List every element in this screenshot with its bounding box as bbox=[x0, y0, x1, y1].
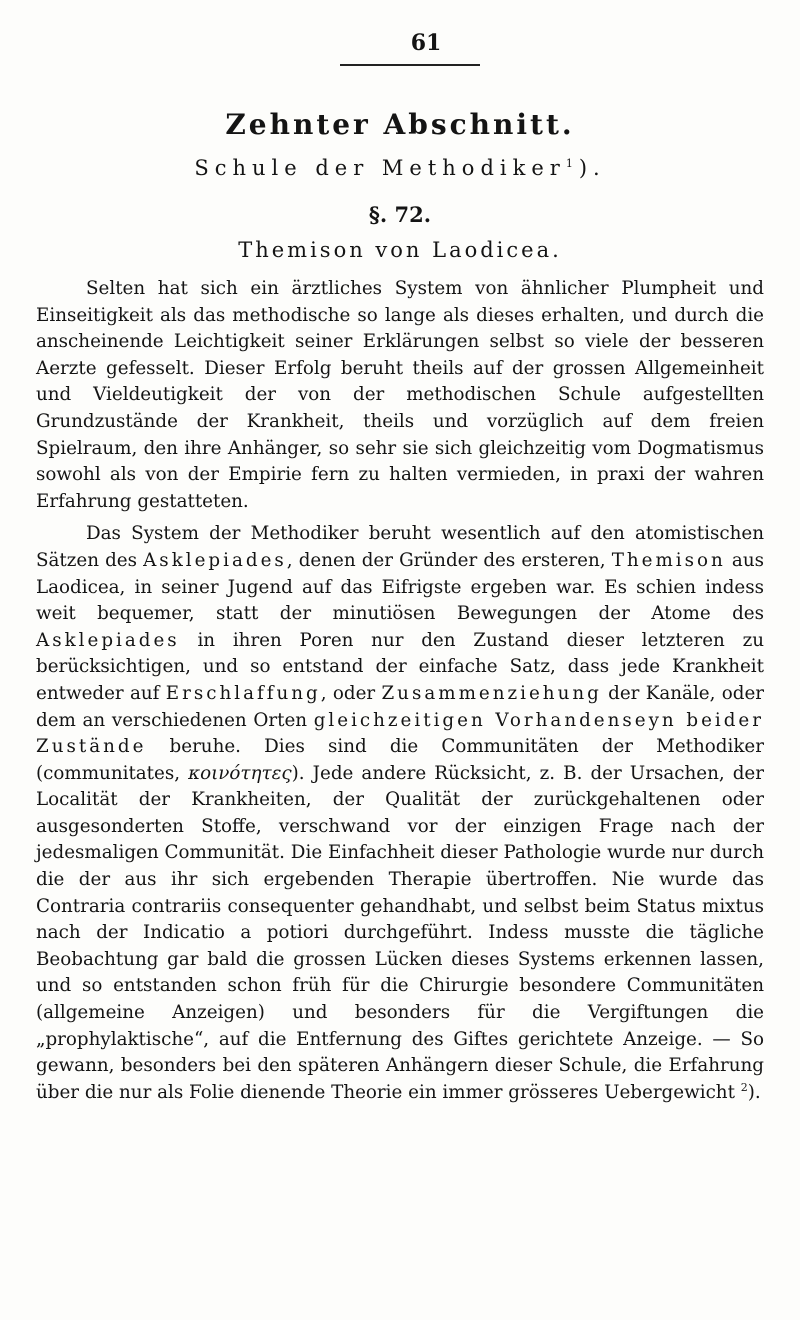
book-page bbox=[36, 30, 764, 1290]
paragraph-2-text: ). Jede andere Rücksicht, z. B. der Ursachen, der Localität der Krankheiten, der Qualität der zurückgehaltenen oder ausgesonderten Stoffe, verschwand vor der einzigen Frage nach der jedesmaligen Communität. Die Einfachheit dieser Pathologie wurde nur durch die der aus ihr sich ergebenden Therapie übertroffen. Nie wurde das Contraria contrariis consequenter gehandhabt, und selbst beim Status mixtus nach der Indicatio a potiori durchgeführt. Indess musste die tägliche Beobachtung gar bald die grossen Lücken dieses Systems erkennen lassen, und so entstanden schon früh für die Chirurgie besondere Communitäten (allgemeine Anzeigen) und besonders für die Vergiftungen die „prophylaktische“, auf die Entfernung des Giftes gerichtete Anzeige. — So gewann, besonders bei den späteren Anhängern dieser Schule, die Erfahrung über die nur als Folie dienende Theorie ein immer grösseres Uebergewicht bbox=[36, 762, 764, 1103]
name-themison: Themison bbox=[611, 549, 726, 571]
paragraph-2 bbox=[36, 521, 764, 1106]
term-vorhandenseyn: gleichzeitigen Vorhandenseyn beider Zustände bbox=[36, 709, 764, 758]
school-title bbox=[36, 156, 764, 180]
footnote-ref-1: 1 bbox=[565, 157, 579, 170]
paragraph-2-text: aus Laodicea, in seiner Jugend auf das Eifrigste ergeben war. Es schien indess weit bequemer, statt der minutiösen Bewegungen der Atome des bbox=[36, 549, 764, 625]
paragraph-2-text: Das System der Methodiker beruht wesentlich auf den atomistischen Sätzen des bbox=[36, 523, 764, 571]
greek-term: κοινότητες bbox=[188, 762, 292, 784]
chapter-title: Zehnter Abschnitt. bbox=[225, 108, 575, 141]
paragraph-2-text: beruhe. Dies sind die Communitäten der Methodiker (communitates, bbox=[36, 736, 764, 784]
page-number: 61 bbox=[410, 30, 442, 56]
term-erschlaffung: Erschlaffung bbox=[165, 682, 321, 704]
paragraph-1: Selten hat sich ein ärztliches System von ähnlicher Plumpheit und Einseitigkeit als das methodische so lange als dieses erhalten, und durch die anscheinende Leichtigkeit seiner Erklärungen selbst so viele der besseren Aerzte gefesselt. Dieser Erfolg beruht theils auf der grossen Allgemeinheit und Vieldeutigkeit der von der methodischen Schule aufgestellten Grundzustände der Krankheit, theils und vorzüglich auf dem freien Spielraum, den ihre Anhänger, so sehr sie sich gleichzeitig vom Dogmatismus sowohl als von der Empirie fern zu halten vermieden, in praxi der wahren Erfahrung gestatteten. bbox=[36, 278, 764, 512]
section-title: Themison von Laodicea. bbox=[238, 238, 562, 262]
paragraph-2-text: ). bbox=[747, 1081, 761, 1103]
name-asklepiades: Asklepiades bbox=[36, 629, 180, 651]
section-number: §. 72. bbox=[368, 202, 432, 227]
footnote-ref-2: 2 bbox=[740, 1080, 748, 1094]
page-number-rule bbox=[340, 64, 480, 66]
term-zusammenziehung: Zusammenziehung bbox=[381, 682, 602, 704]
paragraph-2-text: der Kanäle, oder dem an verschiedenen Orten bbox=[36, 682, 765, 731]
school-title-text: Schule der Methodiker bbox=[194, 156, 566, 180]
body-text bbox=[36, 276, 764, 1106]
name-asklepiades: Asklepiades bbox=[143, 549, 287, 571]
paragraph-2-text: in ihren Poren nur den Zustand dieser letzteren zu berücksichtigen, und so entstand der einfache Satz, dass jede Krankheit entweder auf bbox=[36, 629, 764, 704]
paragraph-2-text: , oder bbox=[320, 682, 382, 704]
school-title-suffix: ). bbox=[578, 156, 606, 180]
paragraph-2-text: , denen der Gründer des ersteren, bbox=[286, 549, 612, 571]
